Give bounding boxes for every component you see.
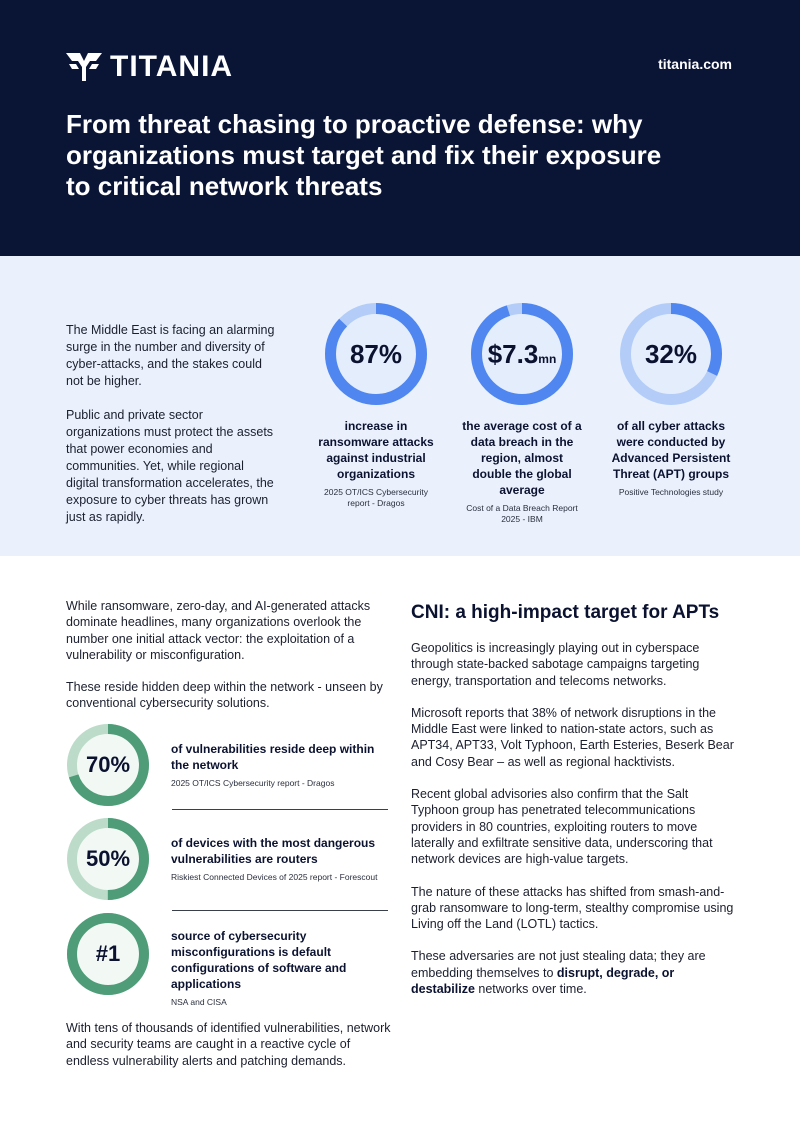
item-source: 2025 OT/ICS Cybersecurity report - Dragos bbox=[171, 778, 335, 788]
stat-description: increase in ransomware attacks against industrial organizations bbox=[318, 419, 434, 481]
stat-value bbox=[470, 302, 574, 406]
titania-logo-icon bbox=[66, 53, 102, 81]
stat-ring bbox=[324, 302, 428, 406]
item-title: source of cybersecurity misconfigurations is default configurations of software and applications bbox=[171, 929, 347, 991]
stat-value: #1 bbox=[95, 941, 121, 966]
stat-value-number: $7.3 bbox=[487, 338, 539, 369]
stat-ring bbox=[619, 302, 723, 406]
intro-paragraph: Public and private sector organizations must protect the assets that power economies and communities. Yet, while regional digital transformation accelerates, the exposure to cyber threats has grown just as rapidly. bbox=[66, 408, 274, 524]
item-title: of vulnerabilities reside deep within the network bbox=[171, 742, 375, 772]
stat-ring bbox=[66, 723, 150, 807]
emphasis-text: disrupt, degrade, or destabilize bbox=[411, 965, 675, 997]
header-banner bbox=[0, 0, 800, 256]
stat-value: 87% bbox=[349, 338, 403, 369]
stat-ring bbox=[470, 302, 574, 406]
stat-source: 2025 OT/ICS Cybersecurity report - Dragos bbox=[324, 487, 428, 508]
body-paragraph bbox=[411, 948, 736, 997]
stat-source: Cost of a Data Breach Report 2025 - IBM bbox=[466, 503, 578, 524]
stat-ring bbox=[66, 912, 150, 996]
brand-logo[interactable] bbox=[66, 50, 233, 84]
stat-breach-cost bbox=[462, 302, 582, 525]
closing-paragraph: With tens of thousands of identified vulnerabilities, network and security teams are caught in a reactive cycle of endless vulnerability alerts and patching demands. bbox=[66, 1021, 391, 1068]
stat-value: 32% bbox=[644, 338, 698, 369]
page-title: From threat chasing to proactive defense: why organizations must target and fix their exposure to critical network threats bbox=[66, 109, 662, 201]
item-text bbox=[171, 835, 381, 882]
item-title: of devices with the most dangerous vulnerabilities are routers bbox=[171, 836, 376, 866]
stat-value-unit: mn bbox=[538, 352, 557, 366]
left-column bbox=[66, 598, 388, 728]
stat-value: 70% bbox=[85, 752, 131, 777]
stat-description: of all cyber attacks were conducted by Advanced Persistent Threat (APT) groups bbox=[611, 419, 731, 481]
brand-name: TITANIA bbox=[110, 50, 234, 83]
body-paragraph: Geopolitics is increasingly playing out in cyberspace through state-backed sabotage campaigns targeting energy, transportation and telecoms networks. bbox=[411, 641, 700, 688]
body-paragraph: The nature of these attacks has shifted from smash-and-grab ransomware to long-term, stealthy compromise using Living off the Land (LOTL) tactics. bbox=[411, 884, 734, 932]
stats-band bbox=[0, 256, 800, 556]
body-paragraph: Microsoft reports that 38% of network disruptions in the Middle East were linked to nation-state actors, such as APT34, APT33, Volt Typhoon, Earth Esteries, Beserk Bear and Cosy Bear – as well as regional hacktivists. bbox=[411, 705, 734, 769]
site-link[interactable]: titania.com bbox=[658, 56, 732, 72]
divider bbox=[172, 809, 388, 810]
section-heading: CNI: a high-impact target for APTs bbox=[411, 602, 720, 623]
stat-apt bbox=[611, 302, 731, 498]
text-run: networks over time. bbox=[474, 982, 587, 997]
item-source: NSA and CISA bbox=[171, 997, 227, 1007]
stat-ransomware bbox=[316, 302, 436, 509]
intro-text bbox=[66, 322, 278, 543]
body-paragraph: Recent global advisories also confirm that the Salt Typhoon group has penetrated telecommunications providers in 80 countries, exploiting routers to move laterally and exfiltrate sensitive data, underscoring that network devices are high-value targets. bbox=[411, 787, 713, 867]
divider bbox=[172, 910, 388, 911]
stat-description: the average cost of a data breach in the region, almost double the global average bbox=[462, 419, 582, 497]
stat-ring bbox=[66, 817, 150, 901]
item-text bbox=[171, 928, 381, 1007]
item-text bbox=[171, 741, 381, 788]
body-paragraph: These reside hidden deep within the network - unseen by conventional cybersecurity solutions. bbox=[66, 680, 383, 711]
stat-source: Positive Technologies study bbox=[618, 487, 724, 497]
item-source: Riskiest Connected Devices of 2025 report - Forescout bbox=[171, 872, 378, 882]
text-run: These adversaries are not just stealing data; they are embedding themselves to bbox=[411, 949, 706, 980]
body-paragraph: While ransomware, zero-day, and AI-generated attacks dominate headlines, many organizations overlook the number one initial attack vector: the exploitation of a vulnerability or misconfiguration. bbox=[66, 599, 371, 662]
right-column bbox=[411, 602, 736, 1013]
intro-paragraph: The Middle East is facing an alarming surge in the number and diversity of cyber-attacks, and the stakes could not be higher. bbox=[66, 323, 275, 388]
stat-value: 50% bbox=[85, 846, 131, 871]
